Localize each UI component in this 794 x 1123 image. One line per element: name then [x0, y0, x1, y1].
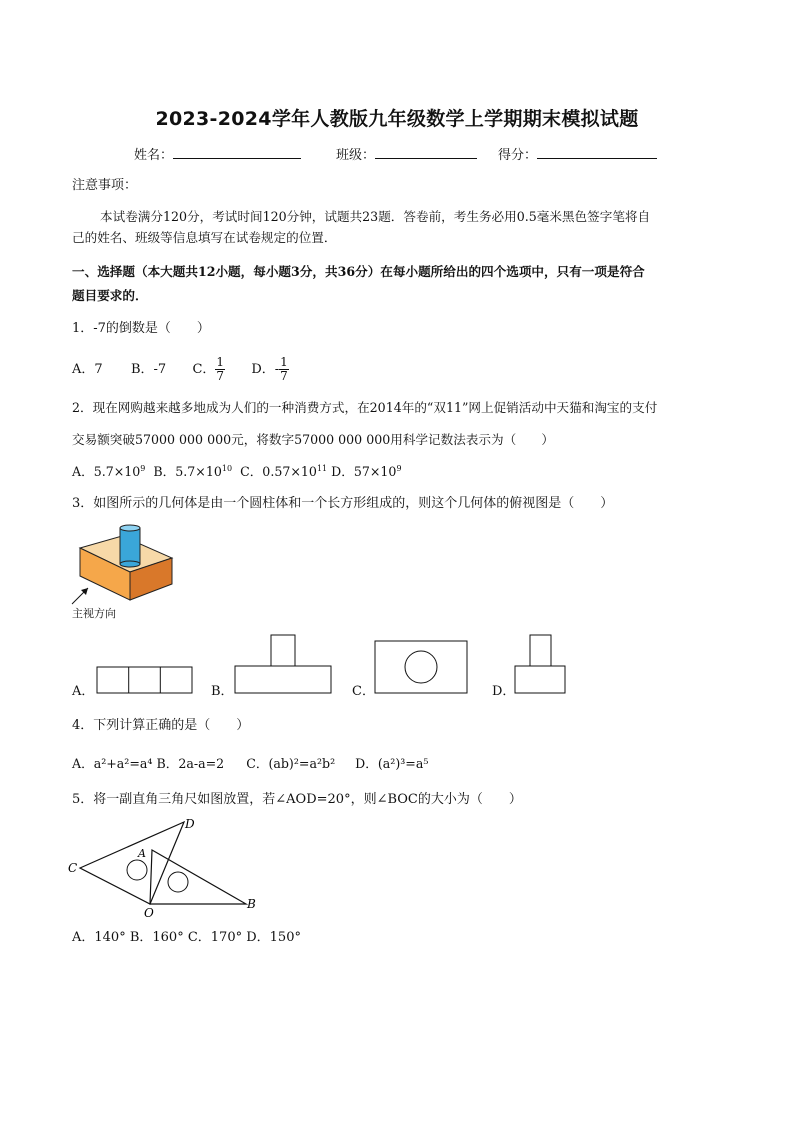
q3-option-c-label[interactable]: C． [352, 684, 375, 699]
name-label: 姓名： [134, 148, 174, 163]
point-label-d: D [185, 817, 195, 831]
notice-heading: 注意事项： [72, 178, 138, 193]
q3-option-b-figure[interactable] [234, 634, 334, 695]
page-title: 2023-2024学年人教版九年级数学上学期期末模拟试题 [155, 108, 639, 130]
cylinder-top [120, 525, 140, 531]
q1-stem: 1．-7的倒数是（ ） [72, 321, 210, 336]
q2-stem-line-1: 2．现在网购越来越多地成为人们的一种消费方式，在2014年的“双11”网上促销活动中天猫和淘宝的支付 [72, 400, 658, 415]
q3-option-d-figure[interactable] [514, 634, 568, 695]
q3-option-d-label[interactable]: D． [492, 684, 516, 699]
q2-option-c[interactable]: C．$0.57\times 10^{11}$ [240, 463, 328, 479]
score-blank[interactable] [537, 145, 657, 159]
q4-stem: 4．下列计算正确的是（ ） [72, 718, 250, 733]
q1-option-c[interactable]: C． $\frac{1}{7}$ [192, 355, 225, 383]
q1-option-a[interactable]: A．7 [72, 362, 103, 377]
q2-options [72, 463, 402, 481]
q1-option-b[interactable]: B．-7 [130, 362, 167, 377]
point-label-o: O [144, 906, 154, 920]
name-blank[interactable] [173, 145, 301, 159]
q3-option-c-figure[interactable] [374, 640, 470, 695]
notice-line-2: 己的姓名、班级等信息填写在试卷规定的位置． [72, 230, 337, 245]
class-field[interactable] [336, 145, 477, 163]
q5-triangles-figure [66, 814, 266, 920]
q5-stem: 5．将一副直角三角尺如图放置，若∠AOD=20°，则∠BOC的大小为（ ） [72, 792, 522, 807]
point-label-b: B [247, 897, 256, 911]
cylinder-base [120, 561, 140, 567]
q1-c-fraction: $\frac{1}{7}$ [216, 355, 225, 383]
class-blank[interactable] [375, 145, 477, 159]
q4-option-c[interactable]: C．(ab)²=a²b² [246, 756, 336, 771]
q3-option-b-label[interactable]: B． [211, 684, 234, 699]
q4-option-d[interactable]: D．(a²)³=a⁵ [355, 756, 429, 771]
triangle-hole-right [168, 872, 188, 892]
q3-figure-caption: 主视方向 [72, 607, 116, 620]
section-heading-line-1: 一、选择题（本大题共12小题，每小题3分，共36分）在每小题所给出的四个选项中，只有一项是符合 [72, 264, 645, 279]
point-label-a: A [138, 847, 146, 860]
q5-options[interactable]: A．140° B．160° C．170° D．150° [72, 930, 301, 945]
score-label: 得分： [498, 148, 538, 163]
q2-option-d[interactable]: D．$57\times 10^9$ [331, 463, 402, 479]
q3-option-a-label[interactable]: A． [72, 684, 95, 699]
q3-option-a-figure[interactable] [96, 666, 194, 695]
q2-stem-line-2: 交易额突破57000 000 000元，将数字57000 000 000用科学记数法表示为（ ） [72, 432, 554, 447]
cylinder-body [120, 528, 140, 564]
triangle-hole-left [127, 860, 147, 880]
class-label: 班级： [336, 148, 376, 163]
q2-option-b[interactable]: B．$5.7\times 10^{10}$ [153, 463, 233, 479]
q1-options [72, 352, 289, 388]
q1-option-d[interactable]: D．- $\frac{1}{7}$ [251, 355, 288, 383]
q4-option-a[interactable]: A．a²+a²=a⁴ [72, 756, 153, 771]
view-direction-arrow-icon [68, 584, 98, 606]
score-field[interactable] [498, 145, 657, 163]
section-heading-line-2: 题目要求的． [72, 288, 148, 303]
q4-option-b[interactable]: B．2a-a=2 [156, 756, 225, 771]
name-field[interactable] [134, 145, 301, 163]
q2-option-a[interactable]: A．$5.7\times 10^9$ [72, 463, 146, 479]
q3-stem: 3．如图所示的几何体是由一个圆柱体和一个长方形组成的，则这个几何体的俯视图是（ ） [72, 496, 614, 511]
q4-options [72, 755, 428, 773]
point-label-c: C [68, 861, 78, 875]
q1-d-fraction: $\frac{1}{7}$ [280, 355, 288, 383]
notice-line-1: 本试卷满分120分，考试时间120分钟，试题共23题．答卷前，考生务必用0.5毫米黑色签字笔将自 [100, 209, 651, 224]
